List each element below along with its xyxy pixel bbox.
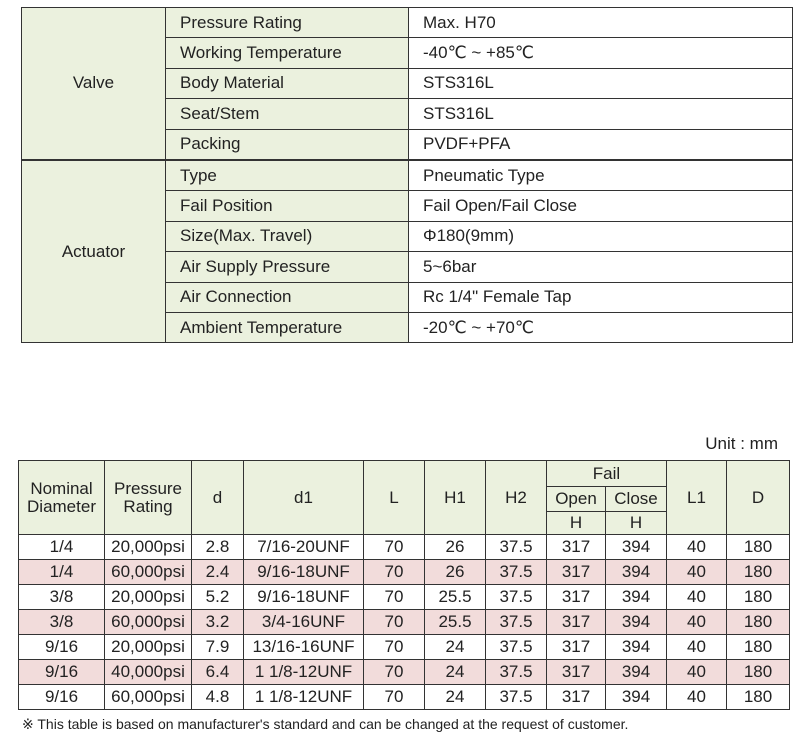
cell-L1: 40 [667,635,727,660]
cell-L1: 40 [667,610,727,635]
cell-d: 2.8 [192,535,244,560]
cell-fail-close-h: 394 [606,535,667,560]
spec-label: Type [166,160,409,191]
cell-pressure-rating: 60,000psi [105,560,192,585]
cell-L: 70 [364,635,425,660]
cell-nominal-diameter: 9/16 [19,660,105,685]
spec-label: Pressure Rating [166,8,409,38]
cell-H1: 24 [425,635,486,660]
cell-D: 180 [727,585,790,610]
cell-D: 180 [727,560,790,585]
cell-L: 70 [364,685,425,710]
cell-fail-close-h: 394 [606,635,667,660]
spec-value: Max. H70 [409,8,793,38]
cell-H1: 25.5 [425,585,486,610]
cell-D: 180 [727,635,790,660]
header-L1: L1 [667,461,727,535]
cell-fail-close-h: 394 [606,685,667,710]
cell-L: 70 [364,610,425,635]
table-row [19,585,790,610]
dimension-table [18,460,790,710]
table-row [19,610,790,635]
spec-label: Seat/Stem [166,99,409,129]
cell-d1: 9/16-18UNF [244,560,364,585]
header-pressure-rating: Pressure Rating [105,461,192,535]
cell-d: 4.8 [192,685,244,710]
cell-D: 180 [727,660,790,685]
spec-value: STS316L [409,68,793,98]
spec-value: 5~6bar [409,252,793,282]
header-d: d [192,461,244,535]
cell-H2: 37.5 [486,535,547,560]
header-L: L [364,461,425,535]
cell-pressure-rating: 40,000psi [105,660,192,685]
table-row [19,535,790,560]
header-close-h: H [606,512,667,535]
cell-nominal-diameter: 1/4 [19,535,105,560]
cell-pressure-rating: 20,000psi [105,585,192,610]
spec-value: -40℃ ~ +85℃ [409,38,793,68]
cell-H1: 26 [425,560,486,585]
table-row [19,560,790,585]
header-open-h: H [547,512,606,535]
cell-fail-open-h: 317 [547,610,606,635]
header-open: Open [547,487,606,512]
cell-L: 70 [364,660,425,685]
cell-D: 180 [727,685,790,710]
header-d1: d1 [244,461,364,535]
cell-D: 180 [727,535,790,560]
cell-fail-close-h: 394 [606,560,667,585]
cell-L: 70 [364,585,425,610]
dimension-table-body [19,535,790,710]
spec-row [22,8,793,38]
table-row [19,660,790,685]
cell-pressure-rating: 60,000psi [105,685,192,710]
cell-D: 180 [727,610,790,635]
cell-d: 7.9 [192,635,244,660]
spec-label: Fail Position [166,191,409,221]
cell-d: 5.2 [192,585,244,610]
spec-label: Body Material [166,68,409,98]
footnote: ※ This table is based on manufacturer's standard and can be changed at the request of customer. [22,716,629,732]
cell-H2: 37.5 [486,635,547,660]
cell-fail-close-h: 394 [606,660,667,685]
cell-fail-close-h: 394 [606,610,667,635]
cell-fail-open-h: 317 [547,585,606,610]
cell-pressure-rating: 20,000psi [105,535,192,560]
spec-value: -20℃ ~ +70℃ [409,312,793,342]
cell-fail-close-h: 394 [606,585,667,610]
spec-label: Air Connection [166,282,409,312]
spec-row [22,160,793,191]
spec-value: Pneumatic Type [409,160,793,191]
cell-fail-open-h: 317 [547,685,606,710]
cell-d1: 13/16-16UNF [244,635,364,660]
cell-d1: 1 1/8-12UNF [244,660,364,685]
spec-group-valve: Valve [22,8,166,160]
cell-L1: 40 [667,535,727,560]
cell-L: 70 [364,560,425,585]
cell-L: 70 [364,535,425,560]
cell-pressure-rating: 20,000psi [105,635,192,660]
spec-value: Rc 1/4" Female Tap [409,282,793,312]
cell-H2: 37.5 [486,610,547,635]
spec-group-actuator: Actuator [22,160,166,343]
cell-H2: 37.5 [486,585,547,610]
cell-H2: 37.5 [486,660,547,685]
cell-H1: 26 [425,535,486,560]
unit-label: Unit : mm [705,434,778,453]
cell-L1: 40 [667,560,727,585]
header-H2: H2 [486,461,547,535]
cell-L1: 40 [667,660,727,685]
spec-label: Air Supply Pressure [166,252,409,282]
header-D: D [727,461,790,535]
header-nominal-diameter: Nominal Diameter [19,461,105,535]
spec-label: Ambient Temperature [166,312,409,342]
cell-H2: 37.5 [486,560,547,585]
cell-nominal-diameter: 9/16 [19,635,105,660]
spec-label: Packing [166,129,409,160]
cell-d1: 3/4-16UNF [244,610,364,635]
cell-fail-open-h: 317 [547,635,606,660]
header-row [19,461,790,487]
header-close: Close [606,487,667,512]
cell-H1: 25.5 [425,610,486,635]
header-fail: Fail [547,461,667,487]
cell-H2: 37.5 [486,685,547,710]
cell-fail-open-h: 317 [547,660,606,685]
cell-fail-open-h: 317 [547,560,606,585]
cell-d1: 9/16-18UNF [244,585,364,610]
cell-pressure-rating: 60,000psi [105,610,192,635]
cell-L1: 40 [667,685,727,710]
spec-label: Size(Max. Travel) [166,221,409,251]
cell-d1: 1 1/8-12UNF [244,685,364,710]
cell-fail-open-h: 317 [547,535,606,560]
cell-d: 6.4 [192,660,244,685]
spec-value: Fail Open/Fail Close [409,191,793,221]
table-row [19,685,790,710]
cell-d: 2.4 [192,560,244,585]
cell-H1: 24 [425,685,486,710]
cell-nominal-diameter: 3/8 [19,585,105,610]
spec-label: Working Temperature [166,38,409,68]
cell-H1: 24 [425,660,486,685]
table-row [19,635,790,660]
spec-value: STS316L [409,99,793,129]
spec-table [21,7,793,343]
spec-value: PVDF+PFA [409,129,793,160]
cell-d1: 7/16-20UNF [244,535,364,560]
cell-nominal-diameter: 1/4 [19,560,105,585]
header-H1: H1 [425,461,486,535]
cell-nominal-diameter: 3/8 [19,610,105,635]
spec-value: Φ180(9mm) [409,221,793,251]
cell-nominal-diameter: 9/16 [19,685,105,710]
cell-d: 3.2 [192,610,244,635]
cell-L1: 40 [667,585,727,610]
